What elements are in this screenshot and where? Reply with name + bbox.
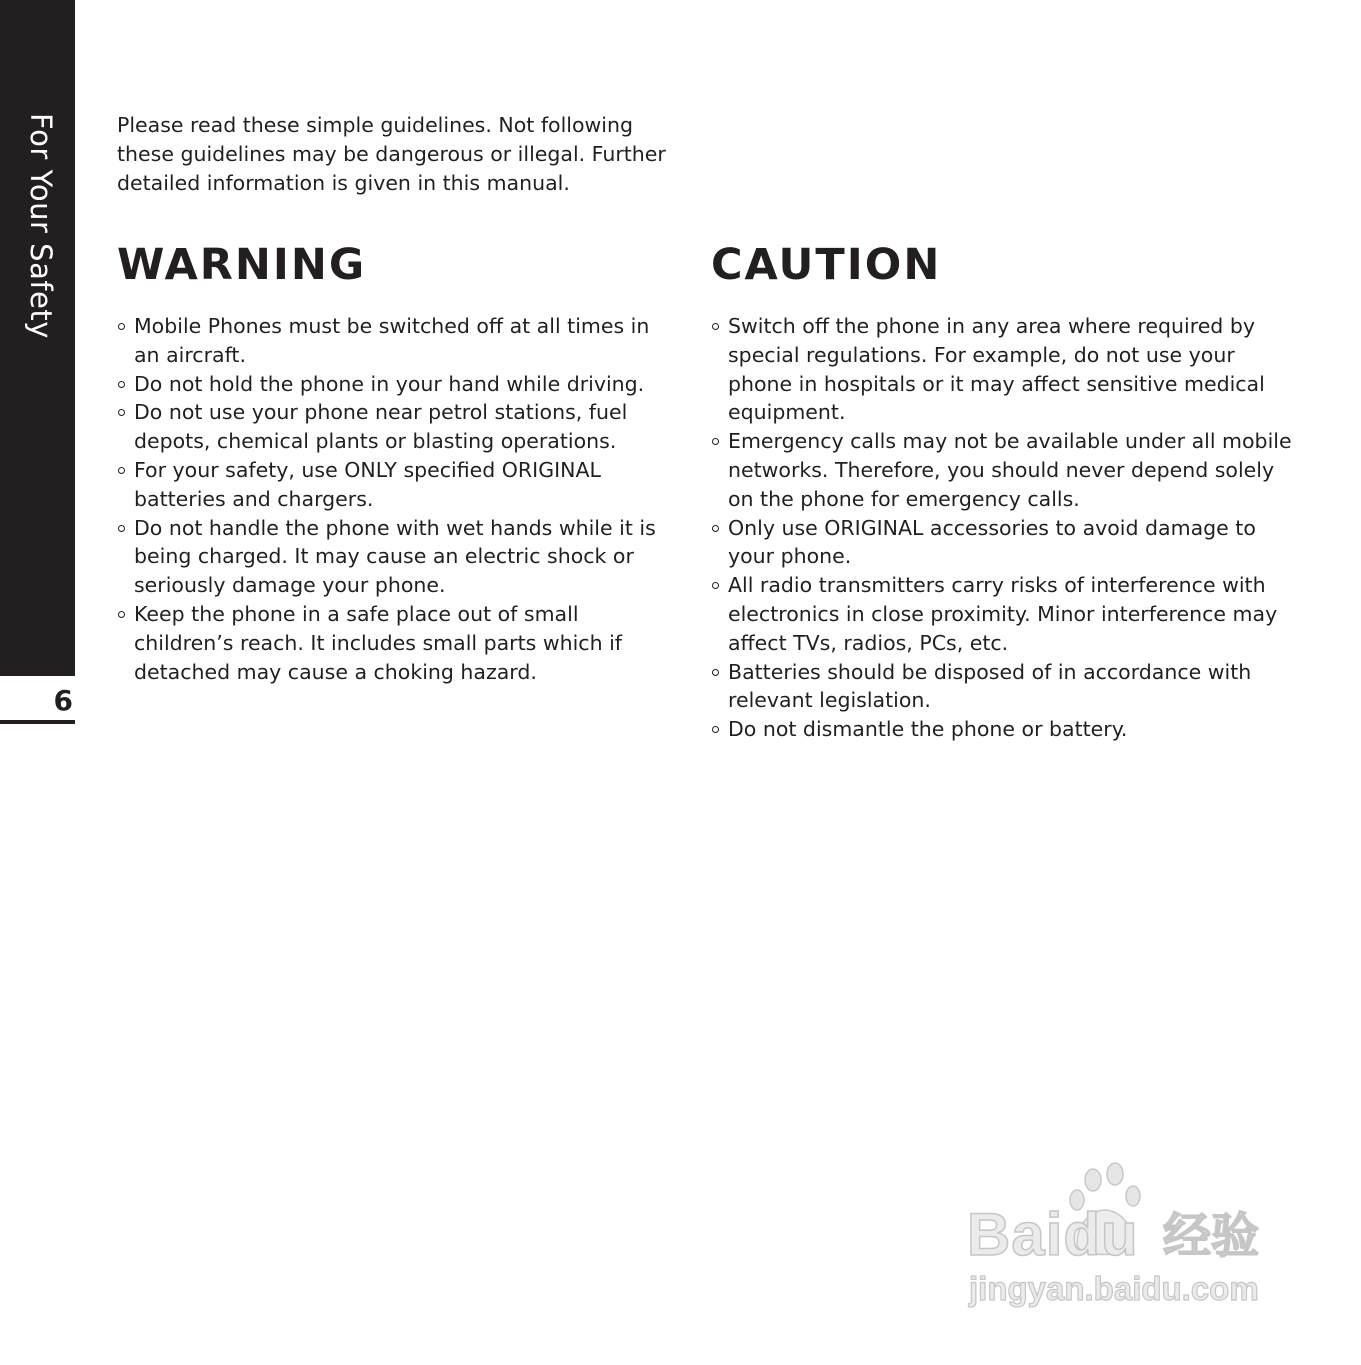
bullet-icon bbox=[712, 669, 719, 676]
caution-item-text: Emergency calls may not be available under all mobile networks. Therefore, you should never depend solely on the phone for emergency calls. bbox=[728, 429, 1292, 511]
page-number: 6 bbox=[53, 684, 73, 717]
bullet-icon bbox=[712, 323, 719, 330]
warning-item-text: Do not handle the phone with wet hands while it is being charged. It may cause an electric shock or seriously damage your phone. bbox=[134, 515, 656, 598]
warning-item bbox=[117, 312, 677, 370]
bullet-icon bbox=[118, 323, 125, 330]
caution-item-text: Switch off the phone in any area where required by special regulations. For example, do not use your phone in hospitals or it may affect sensitive medical equipment. bbox=[728, 314, 1265, 425]
caution-item bbox=[711, 427, 1301, 513]
caution-item bbox=[711, 514, 1301, 572]
warning-item-text: Mobile Phones must be switched off at all times in an aircraft. bbox=[134, 314, 650, 367]
page-number-rule bbox=[0, 720, 75, 724]
warning-heading: WARNING bbox=[117, 240, 367, 290]
bullet-icon bbox=[118, 409, 125, 416]
warning-item-text: Do not use your phone near petrol stations, fuel depots, chemical plants or blasting operations. bbox=[134, 400, 628, 454]
caution-heading: CAUTION bbox=[711, 240, 942, 290]
caution-item bbox=[711, 312, 1301, 427]
bullet-icon bbox=[118, 525, 125, 532]
warning-item-text: Keep the phone in a safe place out of small children’s reach. It includes small parts which if detached may cause a choking hazard. bbox=[134, 601, 622, 684]
warning-item bbox=[117, 600, 677, 686]
section-tab bbox=[0, 0, 75, 676]
caution-item bbox=[711, 658, 1301, 716]
warning-item bbox=[117, 370, 677, 399]
caution-item bbox=[711, 715, 1301, 744]
bullet-icon bbox=[712, 525, 719, 532]
warning-item-text: For your safety, use ONLY specified ORIGINAL batteries and chargers. bbox=[134, 457, 601, 511]
jingyan-logo-text: 经验 bbox=[1163, 1208, 1260, 1264]
warning-item bbox=[117, 398, 677, 456]
watermark-url: jingyan.baidu.com bbox=[969, 1270, 1259, 1307]
caution-item-text: Do not dismantle the phone or battery. bbox=[728, 717, 1128, 742]
caution-item-text: Batteries should be disposed of in accordance with relevant legislation. bbox=[728, 659, 1252, 713]
caution-item-text: All radio transmitters carry risks of interference with electronics in close proximity. Minor interference may affect TVs, radios, PCs, etc. bbox=[728, 573, 1278, 655]
caution-item-text: Only use ORIGINAL accessories to avoid damage to your phone. bbox=[728, 515, 1256, 569]
bullet-icon bbox=[118, 611, 125, 618]
intro-paragraph: Please read these simple guidelines. Not following these guidelines may be dangerous or illegal. Further detailed information is given in this manual. bbox=[117, 113, 666, 195]
warning-item bbox=[117, 456, 677, 514]
caution-list bbox=[711, 312, 1301, 744]
section-tab-label: For Your Safety bbox=[24, 113, 58, 339]
bullet-icon bbox=[118, 467, 125, 474]
warning-list bbox=[117, 312, 677, 686]
warning-item bbox=[117, 514, 677, 600]
bullet-icon bbox=[712, 726, 719, 733]
bullet-icon bbox=[118, 381, 125, 388]
bullet-icon bbox=[712, 438, 719, 445]
warning-item-text: Do not hold the phone in your hand while driving. bbox=[134, 371, 645, 396]
baidu-logo-text: Baidu bbox=[967, 1201, 1139, 1268]
baidu-watermark bbox=[965, 1160, 1280, 1310]
caution-item bbox=[711, 571, 1301, 657]
bullet-icon bbox=[712, 582, 719, 589]
